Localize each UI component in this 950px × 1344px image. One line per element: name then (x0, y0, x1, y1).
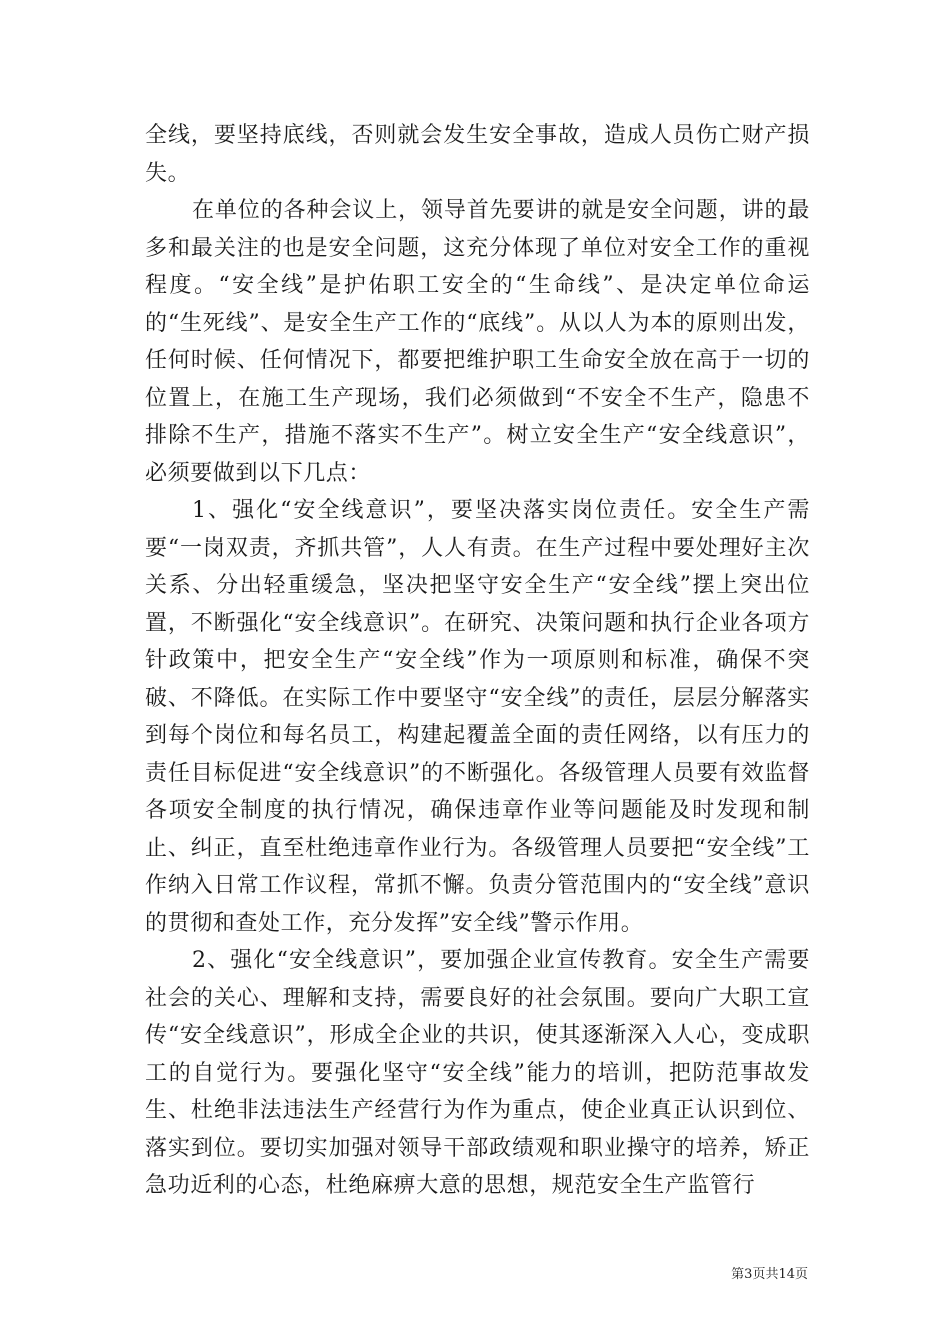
paragraph-4: 2、强化“安全线意识”，要加强企业宣传教育。安全生产需要社会的关心、理解和支持，需要良好的社会氛围。要向广大职工宣传“安全线意识”，形成全企业的共识，使其逐渐深入人心，变成职工的自觉行为。要强化坚守“安全线”能力的培训，把防范事故发生、杜绝非法违法生产经营行为作为重点，使企业真正认识到位、落实到位。要切实加强对领导干部政绩观和职业操守的培养，矫正急功近利的心态，杜绝麻痹大意的思想，规范安全生产监管行 (145, 948, 810, 1198)
document-body (145, 117, 810, 1205)
paragraph-2: 在单位的各种会议上，领导首先要讲的就是安全问题，讲的最多和最关注的也是安全问题，这充分体现了单位对安全工作的重视程度。“安全线”是护佑职工安全的“生命线”、是决定单位命运的“生死线”、是安全生产工作的“底线”。从以人为本的原则出发，任何时候、任何情况下，都要把维护职工生命安全放在高于一切的位置上，在施工生产现场，我们必须做到“不安全不生产，隐患不排除不生产，措施不落实不生产”。树立安全生产“安全线意识”，必须要做到以下几点： (145, 198, 810, 486)
paragraph-3: 1、强化“安全线意识”，要坚决落实岗位责任。安全生产需要“一岗双责，齐抓共管”，人人有责。在生产过程中要处理好主次关系、分出轻重缓急，坚决把坚守安全生产“安全线”摆上突出位置，不断强化“安全线意识”。在研究、决策问题和执行企业各项方针政策中，把安全生产“安全线”作为一项原则和标准，确保不突破、不降低。在实际工作中要坚守“安全线”的责任，层层分解落实到每个岗位和每名员工，构建起覆盖全面的责任网络，以有压力的责任目标促进“安全线意识”的不断强化。各级管理人员要有效监督各项安全制度的执行情况，确保违章作业等问题能及时发现和制止、纠正，直至杜绝违章作业行为。各级管理人员要把“安全线”工作纳入日常工作议程，常抓不懈。负责分管范围内的“安全线”意识的贯彻和查处工作，充分发挥”安全线”警示作用。 (145, 498, 810, 936)
paragraph-1: 全线，要坚持底线，否则就会发生安全事故，造成人员伤亡财产损失。 (145, 123, 810, 186)
page-number-footer: 第3页共14页 (731, 1267, 808, 1282)
